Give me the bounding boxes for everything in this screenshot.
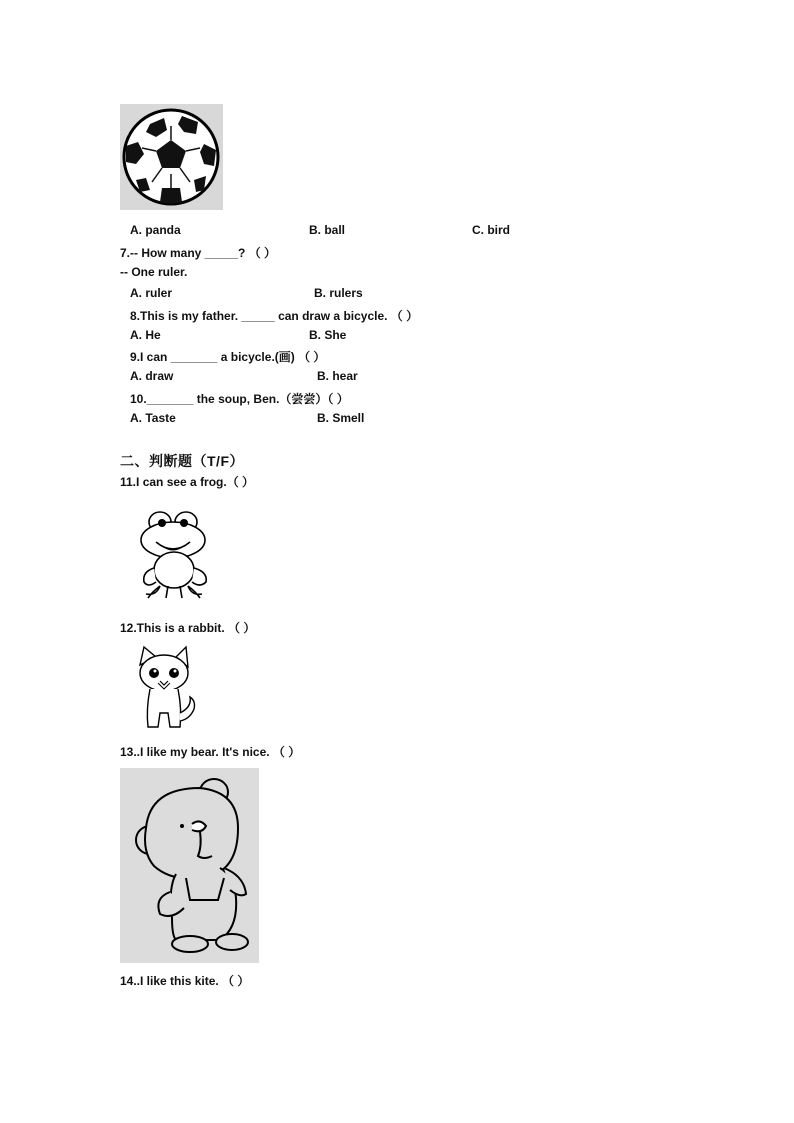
- q7-option-a[interactable]: A. ruler: [130, 286, 173, 300]
- section-heading: 二、判断题（T/F）: [120, 453, 244, 469]
- q7-answer-line: -- One ruler.: [120, 265, 188, 279]
- q11-stem: 11.I can see a frog.（ ）: [120, 475, 255, 489]
- q8-option-a[interactable]: A. He: [130, 328, 161, 342]
- bear-image: [120, 768, 259, 963]
- q9-option-a[interactable]: A. draw: [130, 369, 174, 383]
- q9-option-b[interactable]: B. hear: [317, 369, 358, 383]
- q9-stem: 9.I can _______ a bicycle.(画) （ ）: [130, 350, 326, 364]
- q6-option-c[interactable]: C. bird: [472, 223, 510, 237]
- q8-option-b[interactable]: B. She: [309, 328, 347, 342]
- cat-image: [130, 643, 200, 731]
- q10-option-b[interactable]: B. Smell: [317, 411, 365, 425]
- q12-stem: 12.This is a rabbit. （ ）: [120, 621, 256, 635]
- q6-option-a[interactable]: A. panda: [130, 223, 181, 237]
- q14-stem: 14..I like this kite. （ ）: [120, 974, 250, 988]
- q13-stem: 13..I like my bear. It's nice. （ ）: [120, 745, 301, 759]
- q7-option-b[interactable]: B. rulers: [314, 286, 363, 300]
- frog-image: [138, 506, 214, 600]
- q8-stem: 8.This is my father. _____ can draw a bicycle. （ ）: [130, 309, 419, 323]
- q7-stem: 7.-- How many _____? （ ）: [120, 246, 277, 260]
- q6-option-b[interactable]: B. ball: [309, 223, 346, 237]
- football-image: [120, 104, 223, 210]
- q10-stem: 10._______ the soup, Ben.（尝尝）（ ）: [130, 392, 349, 406]
- q10-option-a[interactable]: A. Taste: [130, 411, 176, 425]
